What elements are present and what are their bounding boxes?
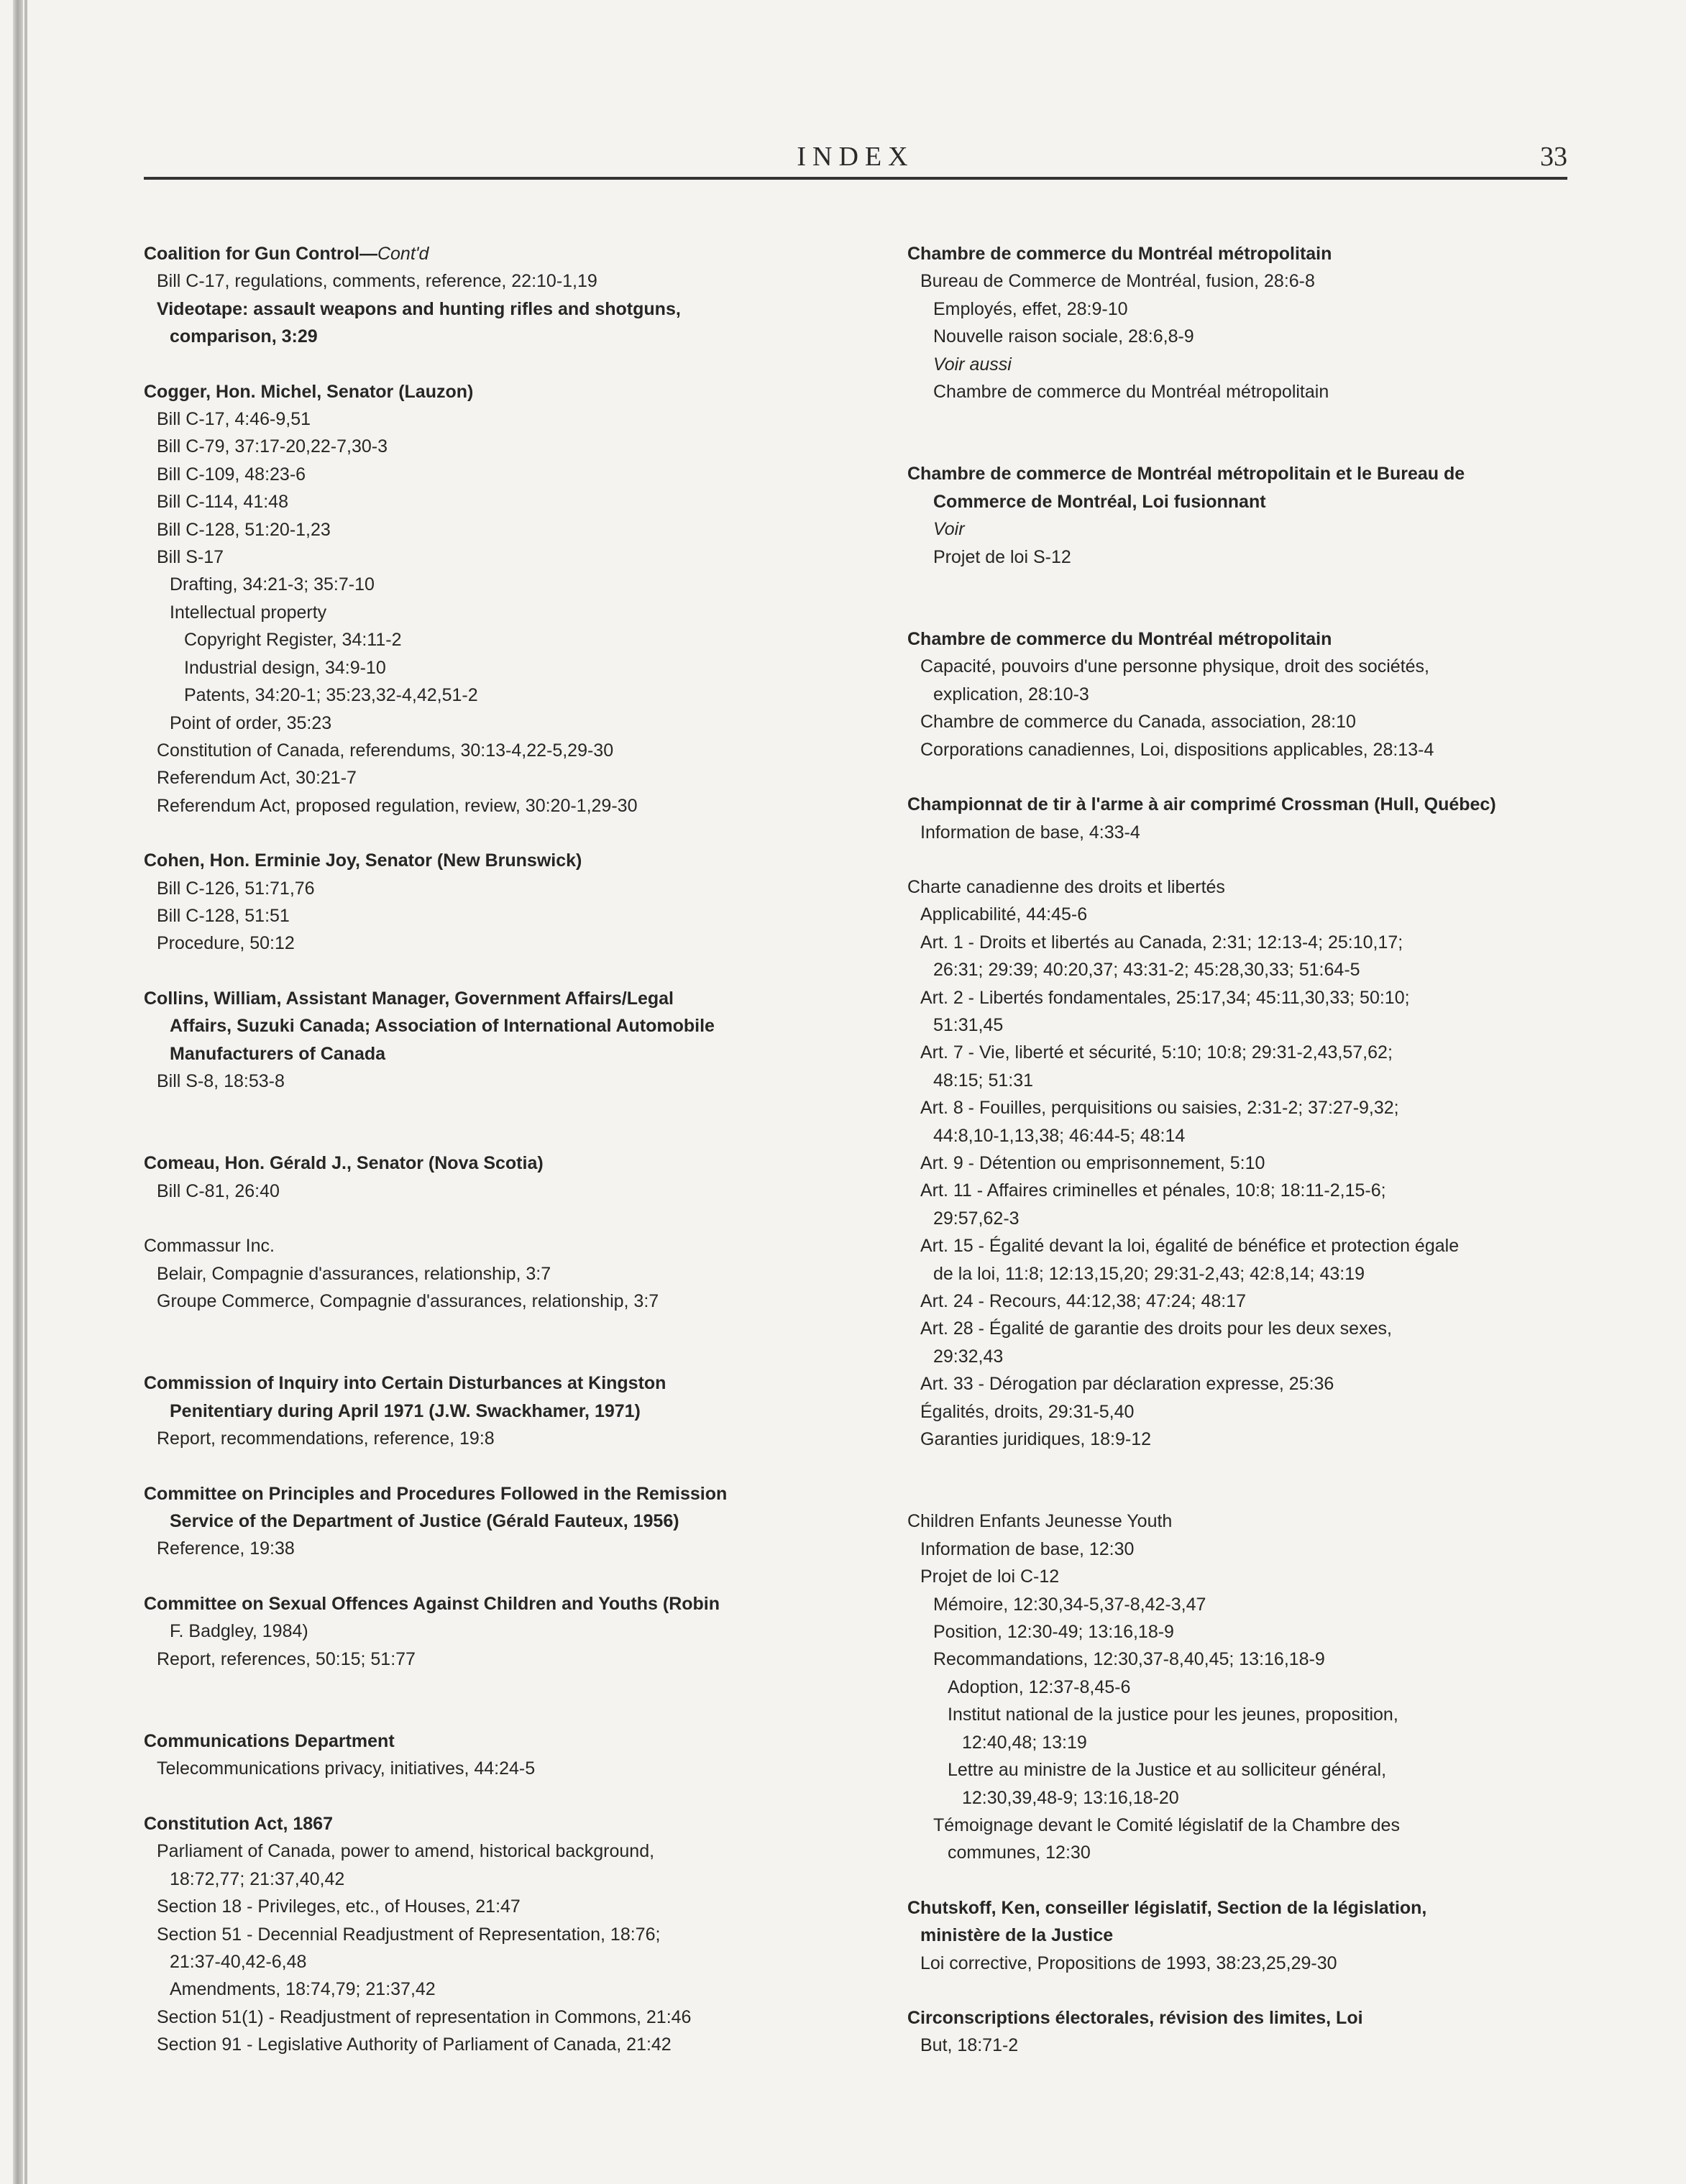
page-title: INDEX <box>797 142 915 172</box>
index-subentry: 29:32,43 <box>933 1346 1004 1367</box>
index-subentry: Égalités, droits, 29:31-5,40 <box>920 1401 1135 1422</box>
index-entry <box>907 240 1626 405</box>
index-subentry: Section 91 - Legislative Authority of Parliament of Canada, 21:42 <box>157 2034 672 2055</box>
index-entry <box>907 1508 1626 1866</box>
index-subentry: 12:40,48; 13:19 <box>962 1732 1087 1753</box>
index-subentry: Procedure, 50:12 <box>157 933 295 954</box>
index-subentry: Chambre de commerce du Canada, association, 28:10 <box>920 712 1356 733</box>
header-rule <box>144 177 1567 180</box>
index-heading: Chambre de commerce de Montréal métropolitain et le Bureau de <box>907 464 1465 485</box>
index-subentry: Section 18 - Privileges, etc., of Houses, 21:47 <box>157 1896 521 1917</box>
index-subentry: 12:30,39,48-9; 13:16,18-20 <box>962 1787 1179 1808</box>
index-subentry: Referendum Act, 30:21-7 <box>157 768 357 789</box>
index-subentry: Intellectual property <box>170 602 327 623</box>
index-entry <box>907 873 1626 1454</box>
index-subentry: comparison, 3:29 <box>170 326 318 347</box>
index-subentry: Bill C-128, 51:51 <box>157 905 290 926</box>
index-heading: Committee on Principles and Procedures Followed in the Remission <box>144 1483 728 1504</box>
index-subentry: communes, 12:30 <box>948 1843 1091 1863</box>
index-subentry: Art. 11 - Affaires criminelles et pénales, 10:8; 18:11-2,15-6; <box>920 1180 1386 1201</box>
index-entry <box>907 791 1626 846</box>
index-heading: Cogger, Hon. Michel, Senator (Lauzon) <box>144 381 474 402</box>
index-heading: Championnat de tir à l'arme à air comprimé Crossman (Hull, Québec) <box>907 794 1496 815</box>
index-heading: Communications Department <box>144 1731 395 1752</box>
index-heading: Collins, William, Assistant Manager, Government Affairs/Legal <box>144 988 674 1009</box>
index-subentry: Manufacturers of Canada <box>170 1043 386 1064</box>
binding-spine <box>13 0 23 2184</box>
index-entry <box>144 1480 863 1563</box>
index-subentry: Bill C-17, 4:46-9,51 <box>157 409 311 430</box>
index-entry <box>144 847 863 958</box>
index-subentry: ministère de la Justice <box>920 1925 1114 1946</box>
index-subentry: Position, 12:30-49; 13:16,18-9 <box>933 1622 1174 1643</box>
index-subentry: Projet de loi S-12 <box>933 546 1071 567</box>
index-subentry: Nouvelle raison sociale, 28:6,8-9 <box>933 326 1194 347</box>
index-subentry: Report, recommendations, reference, 19:8 <box>157 1428 495 1449</box>
index-subentry: Information de base, 4:33-4 <box>920 822 1140 843</box>
index-subentry: Belair, Compagnie d'assurances, relationship, 3:7 <box>157 1263 551 1284</box>
index-subentry: 51:31,45 <box>933 1014 1004 1035</box>
index-subentry: Report, references, 50:15; 51:77 <box>157 1648 416 1669</box>
index-subentry: Bureau de Commerce de Montréal, fusion, 28:6-8 <box>920 271 1315 292</box>
index-subentry: 48:15; 51:31 <box>933 1070 1034 1091</box>
index-subentry: Bill C-128, 51:20-1,23 <box>157 519 331 540</box>
index-subentry: Art. 1 - Droits et libertés au Canada, 2:31; 12:13-4; 25:10,17; <box>920 932 1403 953</box>
index-entry <box>144 1728 863 1783</box>
index-subentry: 29:57,62-3 <box>933 1208 1020 1229</box>
index-subentry: Reference, 19:38 <box>157 1538 295 1559</box>
index-subentry: explication, 28:10-3 <box>933 684 1089 705</box>
index-subentry: Voir aussi <box>933 354 1012 375</box>
index-subentry: 26:31; 29:39; 40:20,37; 43:31-2; 45:28,30,33; 51:64-5 <box>933 960 1360 981</box>
index-subentry: Bill C-109, 48:23-6 <box>157 464 306 485</box>
index-subentry: Art. 9 - Détention ou emprisonnement, 5:10 <box>920 1152 1265 1173</box>
index-subentry: Copyright Register, 34:11-2 <box>184 630 402 651</box>
index-entry <box>144 1150 863 1205</box>
index-column-right <box>907 240 1626 2060</box>
index-heading: Charte canadienne des droits et libertés <box>907 876 1225 897</box>
index-subentry: Section 51 - Decennial Readjustment of Representation, 18:76; <box>157 1924 661 1945</box>
index-column-left <box>144 240 863 2059</box>
index-subentry: Projet de loi C-12 <box>920 1566 1060 1587</box>
index-subentry: Institut national de la justice pour les jeunes, proposition, <box>948 1704 1398 1725</box>
index-entry <box>907 2004 1626 2060</box>
index-entry <box>144 985 863 1096</box>
index-subentry: Lettre au ministre de la Justice et au solliciteur général, <box>948 1760 1387 1781</box>
index-subentry: Capacité, pouvoirs d'une personne physique, droit des sociétés, <box>920 656 1429 677</box>
index-subentry: de la loi, 11:8; 12:13,15,20; 29:31-2,43; 42:8,14; 43:19 <box>933 1263 1365 1284</box>
index-subentry: Parliament of Canada, power to amend, historical background, <box>157 1841 655 1862</box>
index-subentry: Section 51(1) - Readjustment of representation in Commons, 21:46 <box>157 2006 692 2027</box>
index-subentry: Recommandations, 12:30,37-8,40,45; 13:16,18-9 <box>933 1649 1325 1670</box>
index-subentry: Bill C-114, 41:48 <box>157 492 288 513</box>
binding-shadow <box>24 0 27 2184</box>
index-subentry: Amendments, 18:74,79; 21:37,42 <box>170 1979 436 2000</box>
index-entry <box>144 378 863 820</box>
index-heading: Chambre de commerce du Montréal métropolitain <box>907 244 1332 264</box>
index-subentry: Bill S-8, 18:53-8 <box>157 1070 285 1091</box>
index-entry <box>144 1369 863 1452</box>
index-subentry: Point of order, 35:23 <box>170 712 332 733</box>
index-subentry: Art. 24 - Recours, 44:12,38; 47:24; 48:17 <box>920 1291 1247 1311</box>
index-heading: Commassur Inc. <box>144 1236 275 1257</box>
index-subentry: Groupe Commerce, Compagnie d'assurances, relationship, 3:7 <box>157 1291 659 1311</box>
index-entry <box>144 240 863 351</box>
index-heading: Commission of Inquiry into Certain Disturbances at Kingston <box>144 1373 666 1394</box>
index-subentry: Art. 28 - Égalité de garantie des droits pour les deux sexes, <box>920 1318 1392 1339</box>
index-subentry: Drafting, 34:21-3; 35:7-10 <box>170 574 375 595</box>
index-subentry: Adoption, 12:37-8,45-6 <box>948 1676 1131 1697</box>
index-subentry: Voir <box>933 519 965 540</box>
index-subentry: Art. 15 - Égalité devant la loi, égalité de bénéfice et protection égale <box>920 1236 1460 1257</box>
index-subentry: Mémoire, 12:30,34-5,37-8,42-3,47 <box>933 1594 1206 1615</box>
index-heading: Comeau, Hon. Gérald J., Senator (Nova Scotia) <box>144 1153 544 1174</box>
index-entry <box>144 1232 863 1315</box>
index-subentry: Corporations canadiennes, Loi, dispositions applicables, 28:13-4 <box>920 739 1434 760</box>
index-entry <box>907 625 1626 763</box>
index-entry <box>144 1590 863 1673</box>
index-entry <box>144 1810 863 2059</box>
index-subentry: Information de base, 12:30 <box>920 1538 1135 1559</box>
index-subentry: Bill C-17, regulations, comments, reference, 22:10-1,19 <box>157 271 597 292</box>
index-subentry: Art. 8 - Fouilles, perquisitions ou saisies, 2:31-2; 37:27-9,32; <box>920 1098 1399 1119</box>
index-subentry: Bill C-81, 26:40 <box>157 1180 280 1201</box>
index-subentry: Art. 33 - Dérogation par déclaration expresse, 25:36 <box>920 1374 1334 1395</box>
index-subentry: Garanties juridiques, 18:9-12 <box>920 1429 1152 1450</box>
index-entry <box>907 460 1626 571</box>
index-entry <box>907 1894 1626 1977</box>
page-number: 33 <box>1540 142 1567 172</box>
index-subentry: Bill C-126, 51:71,76 <box>157 878 315 899</box>
index-subentry: Affairs, Suzuki Canada; Association of International Automobile <box>170 1016 715 1037</box>
index-heading: Chutskoff, Ken, conseiller législatif, Section de la législation, <box>907 1897 1427 1918</box>
index-subentry: Employés, effet, 28:9-10 <box>933 298 1128 319</box>
index-heading: Coalition for Gun Control—Cont'd <box>144 244 429 264</box>
index-subentry: 44:8,10-1,13,38; 46:44-5; 48:14 <box>933 1125 1186 1146</box>
index-heading: Committee on Sexual Offences Against Children and Youths (Robin <box>144 1593 720 1614</box>
index-subentry: F. Badgley, 1984) <box>170 1621 308 1642</box>
index-subentry: Service of the Department of Justice (Gérald Fauteux, 1956) <box>170 1511 679 1532</box>
index-subentry: Patents, 34:20-1; 35:23,32-4,42,51-2 <box>184 685 478 706</box>
index-heading: Chambre de commerce du Montréal métropolitain <box>907 629 1332 650</box>
index-subentry: Telecommunications privacy, initiatives, 44:24-5 <box>157 1758 536 1779</box>
index-subentry: Industrial design, 34:9-10 <box>184 657 386 678</box>
index-subentry: Constitution of Canada, referendums, 30:13-4,22-5,29-30 <box>157 740 614 761</box>
index-heading: Constitution Act, 1867 <box>144 1813 333 1834</box>
index-subentry: 18:72,77; 21:37,40,42 <box>170 1868 345 1889</box>
index-subentry: Referendum Act, proposed regulation, review, 30:20-1,29-30 <box>157 795 638 816</box>
index-subentry: Loi corrective, Propositions de 1993, 38:23,25,29-30 <box>920 1953 1337 1973</box>
index-subentry: Bill C-79, 37:17-20,22-7,30-3 <box>157 436 388 457</box>
index-heading: Circonscriptions électorales, révision des limites, Loi <box>907 2007 1363 2028</box>
index-subentry: Art. 2 - Libertés fondamentales, 25:17,34; 45:11,30,33; 50:10; <box>920 987 1410 1008</box>
index-subentry: Videotape: assault weapons and hunting rifles and shotguns, <box>157 298 681 319</box>
index-heading: Children Enfants Jeunesse Youth <box>907 1511 1173 1532</box>
index-subentry: Bill S-17 <box>157 547 224 568</box>
index-subentry: But, 18:71-2 <box>920 2035 1019 2056</box>
index-subentry: 21:37-40,42-6,48 <box>170 1951 307 1972</box>
index-subentry: Commerce de Montréal, Loi fusionnant <box>933 491 1266 512</box>
index-subentry: Applicabilité, 44:45-6 <box>920 904 1088 925</box>
index-subentry: Chambre de commerce du Montréal métropolitain <box>933 382 1329 403</box>
index-subentry: Témoignage devant le Comité législatif de la Chambre des <box>933 1814 1400 1835</box>
index-subentry: Art. 7 - Vie, liberté et sécurité, 5:10; 10:8; 29:31-2,43,57,62; <box>920 1042 1393 1063</box>
index-subentry: Penitentiary during April 1971 (J.W. Swackhamer, 1971) <box>170 1400 641 1421</box>
index-heading: Cohen, Hon. Erminie Joy, Senator (New Brunswick) <box>144 850 582 871</box>
